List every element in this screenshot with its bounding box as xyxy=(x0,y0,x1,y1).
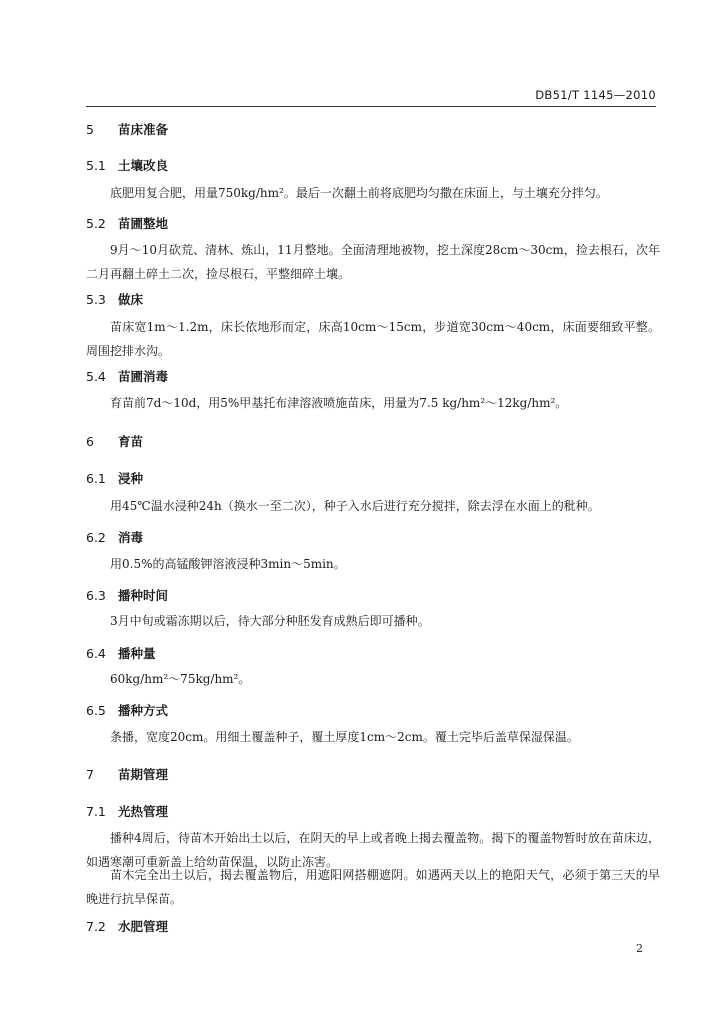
section-heading xyxy=(86,120,660,138)
subsection-heading xyxy=(86,802,660,820)
paragraph: 苗床宽1m～1.2m，床长依地形而定，床高10cm～15cm，步道宽30cm～40cm，床面要细致平整。周围挖排水沟。 xyxy=(86,320,660,358)
paragraph: 条播，宽度20cm。用细土覆盖种子，覆土厚度1cm～2cm。覆土完毕后盖草保湿保温。 xyxy=(110,730,579,744)
section-title: 苗床准备 xyxy=(118,122,169,137)
paragraph: 底肥用复合肥，用量750kg/hm²。最后一次翻土前将底肥均匀撒在床面上，与土壤充分拌匀。 xyxy=(110,186,608,200)
paragraph: 9月～10月砍荒、清林、炼山，11月整地。全面清理地被物，挖土深度28cm～30cm，捡去根石，次年二月再翻土碎土二次，捡尽根石，平整细碎土壤。 xyxy=(86,243,660,281)
subsection-heading xyxy=(86,917,660,935)
subsection-title: 水肥管理 xyxy=(118,919,169,934)
subsection-number: 5.1 xyxy=(86,158,106,173)
subsection-title: 浸种 xyxy=(118,471,144,486)
paragraph: 用45℃温水浸种24h（换水一至二次），种子入水后进行充分搅拌，除去浮在水面上的秕种。 xyxy=(110,499,600,513)
paragraph: 60kg/hm²～75kg/hm²。 xyxy=(110,672,251,686)
subsection-title: 播种时间 xyxy=(118,588,169,603)
section-heading xyxy=(86,765,660,783)
subsection-number: 5.2 xyxy=(86,216,106,231)
subsection-title: 苗圃整地 xyxy=(118,216,169,231)
subsection-title: 播种量 xyxy=(118,646,156,661)
subsection-number: 6.4 xyxy=(86,646,106,661)
subsection-title: 苗圃消毒 xyxy=(118,369,169,384)
subsection-number: 6.5 xyxy=(86,703,106,718)
subsection-heading xyxy=(86,528,660,546)
section-number: 7 xyxy=(86,767,94,782)
subsection-heading xyxy=(86,586,660,604)
paragraph: 用0.5%的高锰酸钾溶液浸种3min～5min。 xyxy=(110,557,346,571)
section-heading xyxy=(86,432,660,450)
subsection-title: 消毒 xyxy=(118,530,144,545)
subsection-heading xyxy=(86,644,660,662)
section-number: 5 xyxy=(86,122,94,137)
header-rule xyxy=(86,106,656,107)
subsection-title: 做床 xyxy=(118,292,144,307)
subsection-number: 5.4 xyxy=(86,369,106,384)
subsection-number: 6.2 xyxy=(86,530,106,545)
paragraph: 播种4周后，待苗木开始出土以后，在阴天的早上或者晚上揭去覆盖物。揭下的覆盖物暂时放在苗床边，如遇寒潮可重新盖上给幼苗保温，以防止冻害。 xyxy=(86,831,660,869)
subsection-heading xyxy=(86,290,660,308)
subsection-number: 5.3 xyxy=(86,292,106,307)
subsection-heading xyxy=(86,701,660,719)
subsection-heading xyxy=(86,367,660,385)
subsection-number: 6.1 xyxy=(86,471,106,486)
section-title: 苗期管理 xyxy=(118,767,169,782)
subsection-number: 7.2 xyxy=(86,919,106,934)
paragraph: 苗木完全出土以后，揭去覆盖物后，用遮阳网搭棚遮阴。如遇两天以上的艳阳天气，必须于第三天的早晚进行抗旱保苗。 xyxy=(86,868,660,906)
subsection-number: 6.3 xyxy=(86,588,106,603)
section-title: 育苗 xyxy=(118,434,144,449)
section-number: 6 xyxy=(86,434,94,449)
subsection-heading xyxy=(86,156,660,174)
paragraph: 3月中旬或霜冻期以后，待大部分种胚发育成熟后即可播种。 xyxy=(110,614,430,628)
subsection-title: 光热管理 xyxy=(118,804,169,819)
page-number: 2 xyxy=(636,942,643,955)
paragraph: 育苗前7d～10d，用5%甲基托布津溶液喷施苗床，用量为7.5 kg/hm²～12kg/hm²。 xyxy=(110,396,568,410)
subsection-number: 7.1 xyxy=(86,804,106,819)
subsection-heading xyxy=(86,214,660,232)
document-id-header: DB51/T 1145—2010 xyxy=(535,88,656,102)
subsection-title: 土壤改良 xyxy=(118,158,169,173)
subsection-heading xyxy=(86,469,660,487)
subsection-title: 播种方式 xyxy=(118,703,169,718)
